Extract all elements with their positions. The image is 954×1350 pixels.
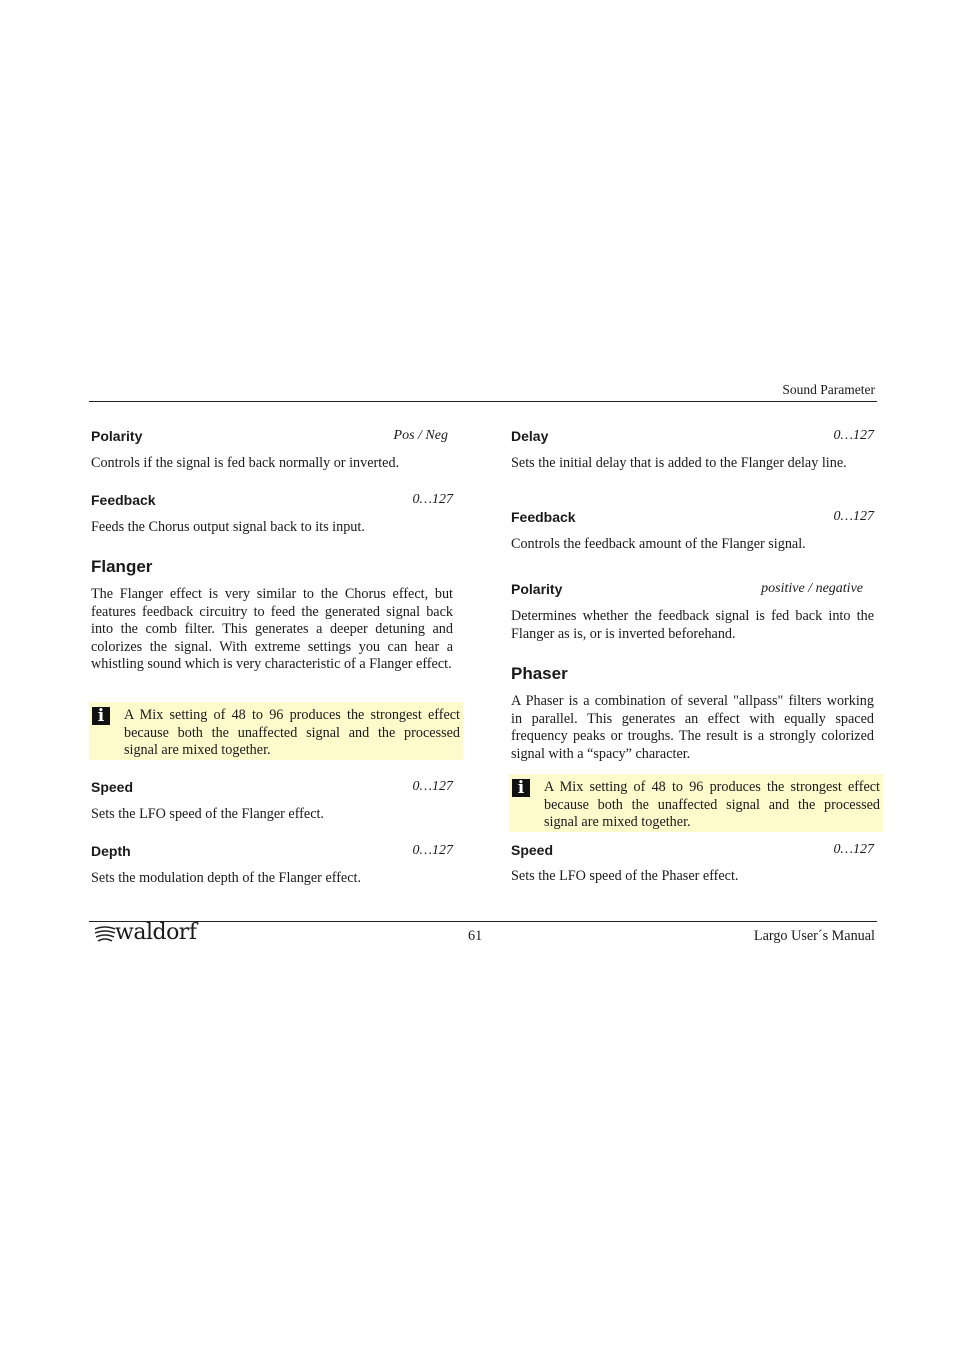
param-feedback	[91, 492, 453, 510]
note-text: A Mix setting of 48 to 96 produces the strongest effect because both the unaffected signal and the processed signal are mixed together.	[544, 779, 880, 831]
param-desc: Feeds the Chorus output signal back to its input.	[91, 519, 365, 535]
param-range: 0…127	[412, 779, 453, 794]
section-heading-phaser: Phaser	[511, 664, 568, 683]
param-feedback-right	[511, 509, 874, 527]
param-speed	[91, 779, 453, 797]
note-text: A Mix setting of 48 to 96 produces the strongest effect because both the unaffected signal and the processed signal are mixed together.	[124, 707, 460, 759]
param-desc: Sets the LFO speed of the Phaser effect.	[511, 868, 739, 884]
param-range: positive / negative	[761, 581, 863, 596]
info-icon: i	[92, 707, 110, 725]
param-name: Speed	[91, 779, 134, 795]
param-name: Speed	[511, 842, 554, 858]
param-range: 0…127	[412, 492, 453, 507]
logo-text: waldorf	[115, 920, 197, 945]
header-rule	[89, 401, 877, 402]
info-note-right	[509, 774, 883, 832]
param-name: Polarity	[511, 581, 563, 597]
param-desc: Sets the LFO speed of the Flanger effect.	[91, 806, 324, 822]
param-range: Pos / Neg	[393, 428, 448, 443]
flanger-description: The Flanger effect is very similar to the Chorus effect, but features feedback circuitry to feed the generated signal back into the comb filter. This generates a deeper detuning and colorizes the signal. With extreme settings you can hear a whistling sound which is very characteristic of a Flanger effect.	[91, 586, 453, 673]
info-note	[89, 702, 463, 760]
footer-rule	[89, 921, 877, 922]
param-name: Depth	[91, 843, 131, 859]
param-desc: Sets the modulation depth of the Flanger effect.	[91, 870, 362, 886]
waldorf-logo	[93, 922, 203, 946]
info-icon: i	[512, 779, 530, 797]
param-speed-right	[511, 842, 874, 860]
param-polarity	[91, 428, 448, 446]
param-desc: Determines whether the feedback signal is fed back into the Flanger as is, or is inverted beforehand.	[511, 608, 874, 642]
param-name: Feedback	[511, 509, 576, 525]
param-range: 0…127	[833, 428, 874, 443]
param-polarity-right	[511, 581, 863, 599]
param-depth	[91, 843, 453, 861]
param-name: Delay	[511, 428, 549, 444]
section-heading-flanger: Flanger	[91, 557, 153, 576]
param-delay	[511, 428, 874, 446]
page-number: 61	[468, 928, 483, 944]
param-desc: Sets the initial delay that is added to the Flanger delay line.	[511, 455, 847, 471]
param-name: Polarity	[91, 428, 143, 444]
param-range: 0…127	[833, 509, 874, 524]
logo-swirl-icon	[93, 924, 117, 946]
section-title: Sound Parameter	[782, 382, 875, 397]
param-desc: Controls if the signal is fed back normally or inverted.	[91, 455, 400, 471]
param-range: 0…127	[833, 842, 874, 857]
param-range: 0…127	[412, 843, 453, 858]
manual-title: Largo User´s Manual	[753, 928, 875, 944]
param-desc: Controls the feedback amount of the Flanger signal.	[511, 536, 806, 552]
phaser-description: A Phaser is a combination of several "allpass" filters working in parallel. This generates an effect with equally spaced frequency peaks or troughs. The result is a strongly colorized signal with a “spacy” character.	[511, 693, 874, 762]
param-name: Feedback	[91, 492, 156, 508]
